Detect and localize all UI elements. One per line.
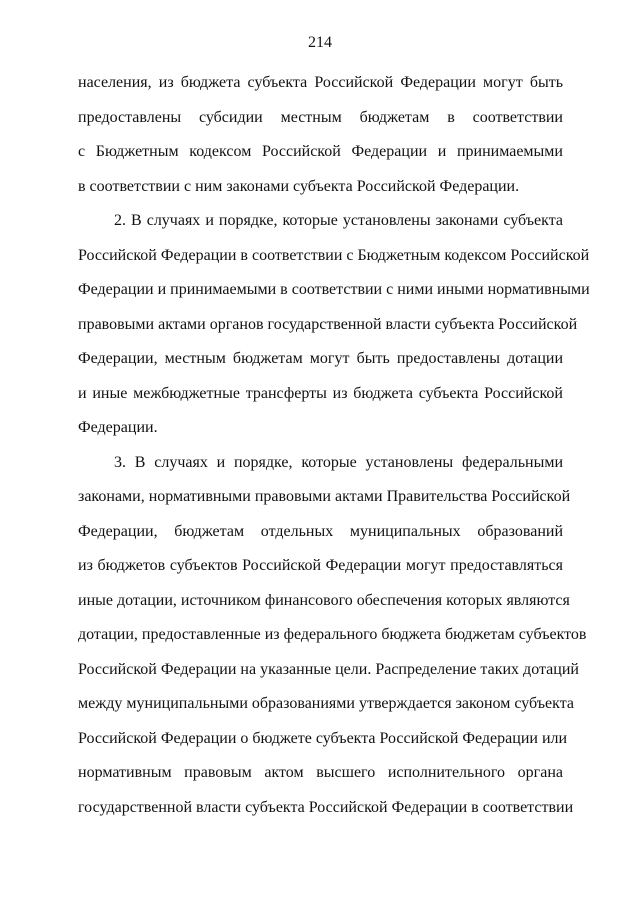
text-line: Федерации, местным бюджетам могут быть предоставлены дотации bbox=[78, 350, 563, 367]
text-line: Федерации и принимаемыми в соответствии с ними иными нормативными bbox=[78, 281, 590, 298]
text-line: 2. В случаях и порядке, которые установлены законами субъекта bbox=[114, 212, 563, 229]
text-line: Федерации. bbox=[78, 419, 158, 436]
paragraph-1 bbox=[78, 66, 563, 204]
text-line: Российской Федерации на указанные цели. Распределение таких дотаций bbox=[78, 660, 579, 678]
text-line: и иные межбюджетные трансферты из бюджета субъекта Российской bbox=[78, 384, 563, 402]
text-line: из бюджетов субъектов Российской Федерации могут предоставляться bbox=[78, 557, 563, 574]
text-line: дотации, предоставленные из федерального бюджета бюджетам субъектов bbox=[78, 626, 587, 643]
paragraph-2 bbox=[78, 204, 590, 446]
paragraph-3 bbox=[78, 446, 587, 826]
text-line: Российской Федерации в соответствии с Бюджетным кодексом Российской bbox=[78, 246, 590, 264]
text-line: государственной власти субъекта Российской Федерации в соответствии bbox=[78, 798, 574, 816]
text-line: в соответствии с ним законами субъекта Российской Федерации. bbox=[78, 177, 520, 195]
text-line: законами, нормативными правовыми актами Правительства Российской bbox=[78, 488, 571, 505]
text-line: нормативным правовым актом высшего исполнительного органа bbox=[78, 764, 563, 781]
text-line: Российской Федерации о бюджете субъекта Российской Федерации или bbox=[78, 729, 568, 747]
text-line: населения, из бюджета субъекта Российской Федерации могут быть bbox=[78, 74, 563, 91]
text-line: 3. В случаях и порядке, которые установлены федеральными bbox=[114, 453, 563, 471]
document-body bbox=[78, 66, 590, 825]
text-line: между муниципальными образованиями утверждается законом субъекта bbox=[78, 695, 574, 712]
text-line: иные дотации, источником финансового обеспечения которых являются bbox=[78, 591, 570, 609]
page-number: 214 bbox=[308, 34, 332, 51]
text-line: с Бюджетным кодексом Российской Федерации и принимаемыми bbox=[78, 143, 563, 160]
text-line: правовыми актами органов государственной власти субъекта Российской bbox=[78, 315, 578, 333]
text-line: Федерации, бюджетам отдельных муниципальных образований bbox=[78, 522, 563, 540]
text-line: предоставлены субсидии местным бюджетам в соответствии bbox=[78, 108, 563, 126]
